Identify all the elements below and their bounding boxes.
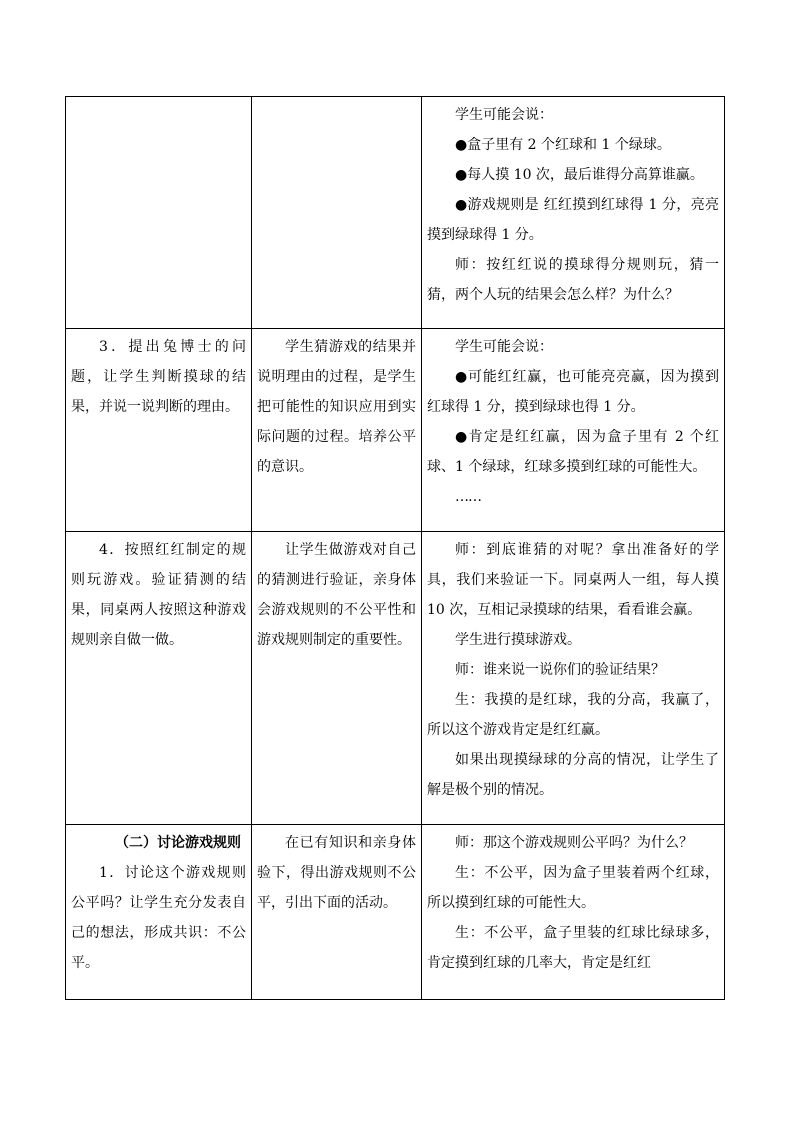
paragraph: 在已有知识和亲身体验下，得出游戏规则不公平，引出下面的活动。 — [257, 835, 416, 911]
classroom-activity-cell — [422, 329, 725, 532]
classroom-activity-cell — [422, 532, 725, 825]
cell-content — [257, 828, 416, 996]
classroom-activity-cell — [422, 97, 725, 329]
ellipsis: …… — [455, 489, 481, 505]
paragraph: 师：到底谁猜的对呢？拿出准备好的学具，我们来验证一下。同桌两人一组，每人摸 10 次，互相记录摸球的结果，看看谁会赢。 — [427, 542, 719, 618]
classroom-activity-cell — [422, 825, 725, 1000]
paragraph: 师：谁来说一说你们的验证结果？ — [455, 662, 665, 678]
design-intent-cell — [252, 825, 422, 1000]
paragraph: 师：那这个游戏规则公平吗？为什么？ — [455, 835, 693, 851]
bullet-paragraph: ●可能红红赢，也可能亮亮赢，因为摸到红球得 1 分，摸到绿球也得 1 分。 — [427, 369, 719, 415]
bullet-paragraph: ●肯定是红红赢，因为盒子里有 2 个红球、1 个绿球，红球多摸到红球的可能性大。 — [427, 429, 719, 475]
paragraph: 师：按红红说的摸球得分规则玩，猜一猜，两个人玩的结果会怎么样？为什么？ — [427, 257, 719, 303]
design-intent-cell — [252, 532, 422, 825]
lesson-plan-table — [65, 96, 725, 1000]
teaching-step-cell — [66, 532, 252, 825]
teaching-step-cell — [66, 825, 252, 1000]
paragraph: 生：我摸的是红球，我的分高，我赢了，所以这个游戏肯定是红红赢。 — [427, 692, 719, 738]
paragraph: 学生可能会说： — [455, 107, 553, 123]
bullet-paragraph: ●游戏规则是 红红摸到红球得 1 分，亮亮摸到绿球得 1 分。 — [427, 197, 719, 243]
table-row — [66, 532, 725, 825]
cell-content — [427, 828, 719, 996]
paragraph: 让学生做游戏对自己的猜测进行验证，亲身体会游戏规则的不公平性和游戏规则制定的重要性。 — [257, 542, 416, 648]
cell-content — [71, 828, 246, 996]
paragraph: 学生进行摸球游戏。 — [455, 632, 581, 648]
teaching-step-cell — [66, 329, 252, 532]
paragraph: 1．讨论这个游戏规则公平吗？让学生充分发表自己的想法，形成共识：不公平。 — [71, 865, 246, 971]
paragraph: 4．按照红红制定的规则玩游戏。验证猜测的结果，同桌两人按照这种游戏规则亲自做一做。 — [71, 542, 246, 648]
paragraph: 学生可能会说： — [455, 339, 553, 355]
paragraph: 学生猜游戏的结果并说明理由的过程，是学生把可能性的知识应用到实际问题的过程。培养公平的意识。 — [257, 339, 416, 475]
paragraph: 生：不公平，盒子里装的红球比绿球多，肯定摸到红球的几率大，肯定是红红 — [427, 925, 719, 971]
table-row — [66, 329, 725, 532]
paragraph: 生：不公平，因为盒子里装着两个红球，所以摸到红球的可能性大。 — [427, 865, 719, 911]
paragraph: 如果出现摸绿球的分高的情况，让学生了解是极个别的情况。 — [427, 752, 719, 798]
design-intent-cell — [252, 329, 422, 532]
teaching-step-cell — [66, 97, 252, 329]
bullet-paragraph: ●每人摸 10 次，最后谁得分高算谁赢。 — [455, 167, 704, 183]
table-row — [66, 97, 725, 329]
section-heading: （二）讨论游戏规则 — [115, 835, 241, 851]
bullet-paragraph: ●盒子里有 2 个红球和 1 个绿球。 — [455, 137, 671, 153]
table-row — [66, 825, 725, 1000]
paragraph: 3．提出兔博士的问题，让学生判断摸球的结果，并说一说判断的理由。 — [71, 339, 246, 415]
design-intent-cell — [252, 97, 422, 329]
